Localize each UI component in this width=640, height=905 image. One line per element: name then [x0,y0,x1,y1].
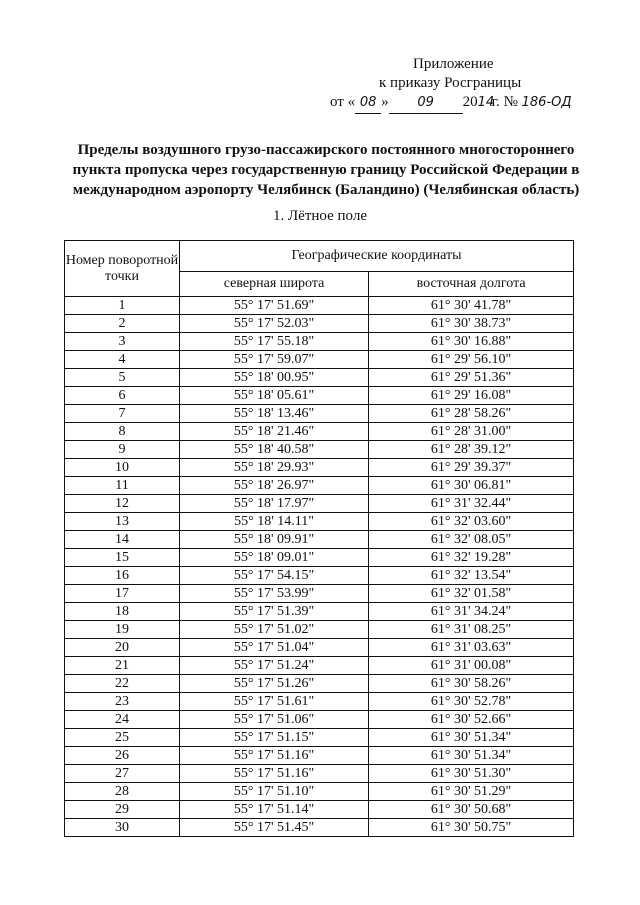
date-month: 09 [389,93,463,114]
coordinates-table [64,240,574,837]
point-number-cell: 28 [65,783,180,801]
point-number-cell: 23 [65,693,180,711]
table-row [65,819,574,837]
longitude-cell: 61° 30' 51.34" [369,729,574,747]
longitude-cell: 61° 29' 56.10" [369,351,574,369]
point-number-cell: 6 [65,387,180,405]
longitude-cell: 61° 28' 31.00" [369,423,574,441]
longitude-cell: 61° 32' 13.54" [369,567,574,585]
point-number-cell: 7 [65,405,180,423]
longitude-cell: 61° 30' 52.66" [369,711,574,729]
table-row [65,351,574,369]
latitude-cell: 55° 17' 51.45" [180,819,369,837]
point-number-cell: 21 [65,657,180,675]
point-number-cell: 3 [65,333,180,351]
longitude-cell: 61° 31' 03.63" [369,639,574,657]
longitude-cell: 61° 28' 58.26" [369,405,574,423]
longitude-cell: 61° 30' 41.78" [369,297,574,315]
latitude-cell: 55° 17' 51.02" [180,621,369,639]
point-number-cell: 27 [65,765,180,783]
latitude-cell: 55° 18' 17.97" [180,495,369,513]
point-number-cell: 26 [65,747,180,765]
table-row [65,585,574,603]
point-number-cell: 12 [65,495,180,513]
order-date-line [330,92,572,114]
longitude-cell: 61° 32' 08.05" [369,531,574,549]
latitude-cell: 55° 17' 51.04" [180,639,369,657]
latitude-cell: 55° 17' 51.26" [180,675,369,693]
point-number-cell: 25 [65,729,180,747]
longitude-cell: 61° 29' 39.37" [369,459,574,477]
longitude-cell: 61° 31' 00.08" [369,657,574,675]
point-number-cell: 1 [65,297,180,315]
latitude-cell: 55° 18' 05.61" [180,387,369,405]
table-row [65,765,574,783]
table-row [65,423,574,441]
point-number-cell: 9 [65,441,180,459]
latitude-cell: 55° 17' 51.06" [180,711,369,729]
point-number-cell: 29 [65,801,180,819]
point-number-cell: 10 [65,459,180,477]
date-mid: » [381,94,389,110]
longitude-cell: 61° 28' 39.12" [369,441,574,459]
table-row [65,459,574,477]
point-number-cell: 8 [65,423,180,441]
table-row [65,747,574,765]
order-reference: к приказу Росграницы [379,75,522,91]
latitude-cell: 55° 18' 40.58" [180,441,369,459]
table-row [65,405,574,423]
table-row [65,441,574,459]
table-row [65,513,574,531]
latitude-cell: 55° 17' 51.69" [180,297,369,315]
table-row [65,603,574,621]
latitude-cell: 55° 18' 00.95" [180,369,369,387]
point-number-cell: 14 [65,531,180,549]
latitude-cell: 55° 18' 29.93" [180,459,369,477]
table-row [65,297,574,315]
year-suffix: 14 [477,95,495,110]
longitude-cell: 61° 31' 32.44" [369,495,574,513]
table-row [65,783,574,801]
table-row [65,315,574,333]
latitude-cell: 55° 17' 51.16" [180,765,369,783]
latitude-cell: 55° 18' 21.46" [180,423,369,441]
latitude-cell: 55° 17' 52.03" [180,315,369,333]
latitude-cell: 55° 17' 51.39" [180,603,369,621]
header-latitude: северная широта [180,272,369,297]
longitude-cell: 61° 32' 03.60" [369,513,574,531]
table-row [65,621,574,639]
table-row [65,369,574,387]
longitude-cell: 61° 30' 51.30" [369,765,574,783]
point-number-cell: 19 [65,621,180,639]
point-number-cell: 15 [65,549,180,567]
latitude-cell: 55° 18' 14.11" [180,513,369,531]
point-number-cell: 18 [65,603,180,621]
longitude-cell: 61° 32' 01.58" [369,585,574,603]
latitude-cell: 55° 17' 51.24" [180,657,369,675]
point-number-cell: 2 [65,315,180,333]
latitude-cell: 55° 18' 13.46" [180,405,369,423]
latitude-cell: 55° 17' 55.18" [180,333,369,351]
table-row [65,801,574,819]
table-row [65,675,574,693]
longitude-cell: 61° 29' 51.36" [369,369,574,387]
table-row [65,693,574,711]
table-row [65,495,574,513]
longitude-cell: 61° 30' 51.34" [369,747,574,765]
latitude-cell: 55° 18' 09.91" [180,531,369,549]
point-number-cell: 22 [65,675,180,693]
point-number-cell: 17 [65,585,180,603]
longitude-cell: 61° 29' 16.08" [369,387,574,405]
table-row [65,549,574,567]
latitude-cell: 55° 17' 53.99" [180,585,369,603]
longitude-cell: 61° 30' 51.29" [369,783,574,801]
point-number-cell: 5 [65,369,180,387]
number-prefix: г. № [491,94,518,110]
longitude-cell: 61° 31' 34.24" [369,603,574,621]
latitude-cell: 55° 17' 51.16" [180,747,369,765]
point-number-cell: 30 [65,819,180,837]
longitude-cell: 61° 32' 19.28" [369,549,574,567]
point-number-cell: 11 [65,477,180,495]
document-title [60,140,592,200]
header-longitude: восточная долгота [369,272,574,297]
header-point-number: Номер поворотной точки [65,241,180,297]
order-number: 186-ОД [521,95,572,110]
appendix-label: Приложение [413,56,494,72]
table-row [65,567,574,585]
longitude-cell: 61° 30' 50.75" [369,819,574,837]
longitude-cell: 61° 30' 16.88" [369,333,574,351]
latitude-cell: 55° 18' 26.97" [180,477,369,495]
table-row [65,639,574,657]
latitude-cell: 55° 17' 51.61" [180,693,369,711]
title-line-2: пункта пропуска через государственную границу Российской Федерации в [72,162,580,178]
table-row [65,729,574,747]
longitude-cell: 61° 30' 52.78" [369,693,574,711]
title-line-3: международном аэропорту Челябинск (Баландино) (Челябинская область) [72,182,580,198]
table-row [65,531,574,549]
table-row [65,711,574,729]
table-row [65,477,574,495]
latitude-cell: 55° 17' 51.15" [180,729,369,747]
table-row [65,333,574,351]
header-geo-coordinates: Географические координаты [180,241,574,272]
latitude-cell: 55° 17' 51.10" [180,783,369,801]
section-heading: 1. Лётное поле [273,208,367,224]
latitude-cell: 55° 17' 59.07" [180,351,369,369]
table-row [65,657,574,675]
point-number-cell: 13 [65,513,180,531]
date-day: 08 [355,93,381,114]
longitude-cell: 61° 30' 50.68" [369,801,574,819]
point-number-cell: 16 [65,567,180,585]
longitude-cell: 61° 31' 08.25" [369,621,574,639]
longitude-cell: 61° 30' 06.81" [369,477,574,495]
title-line-1: Пределы воздушного грузо-пассажирского постоянного многостороннего [77,142,575,158]
table-body [65,297,574,837]
point-number-cell: 4 [65,351,180,369]
latitude-cell: 55° 17' 51.14" [180,801,369,819]
longitude-cell: 61° 30' 58.26" [369,675,574,693]
latitude-cell: 55° 17' 54.15" [180,567,369,585]
latitude-cell: 55° 18' 09.01" [180,549,369,567]
table-row [65,387,574,405]
point-number-cell: 24 [65,711,180,729]
year-prefix: 20 [462,94,478,110]
point-number-cell: 20 [65,639,180,657]
date-prefix: от « [330,94,356,110]
longitude-cell: 61° 30' 38.73" [369,315,574,333]
